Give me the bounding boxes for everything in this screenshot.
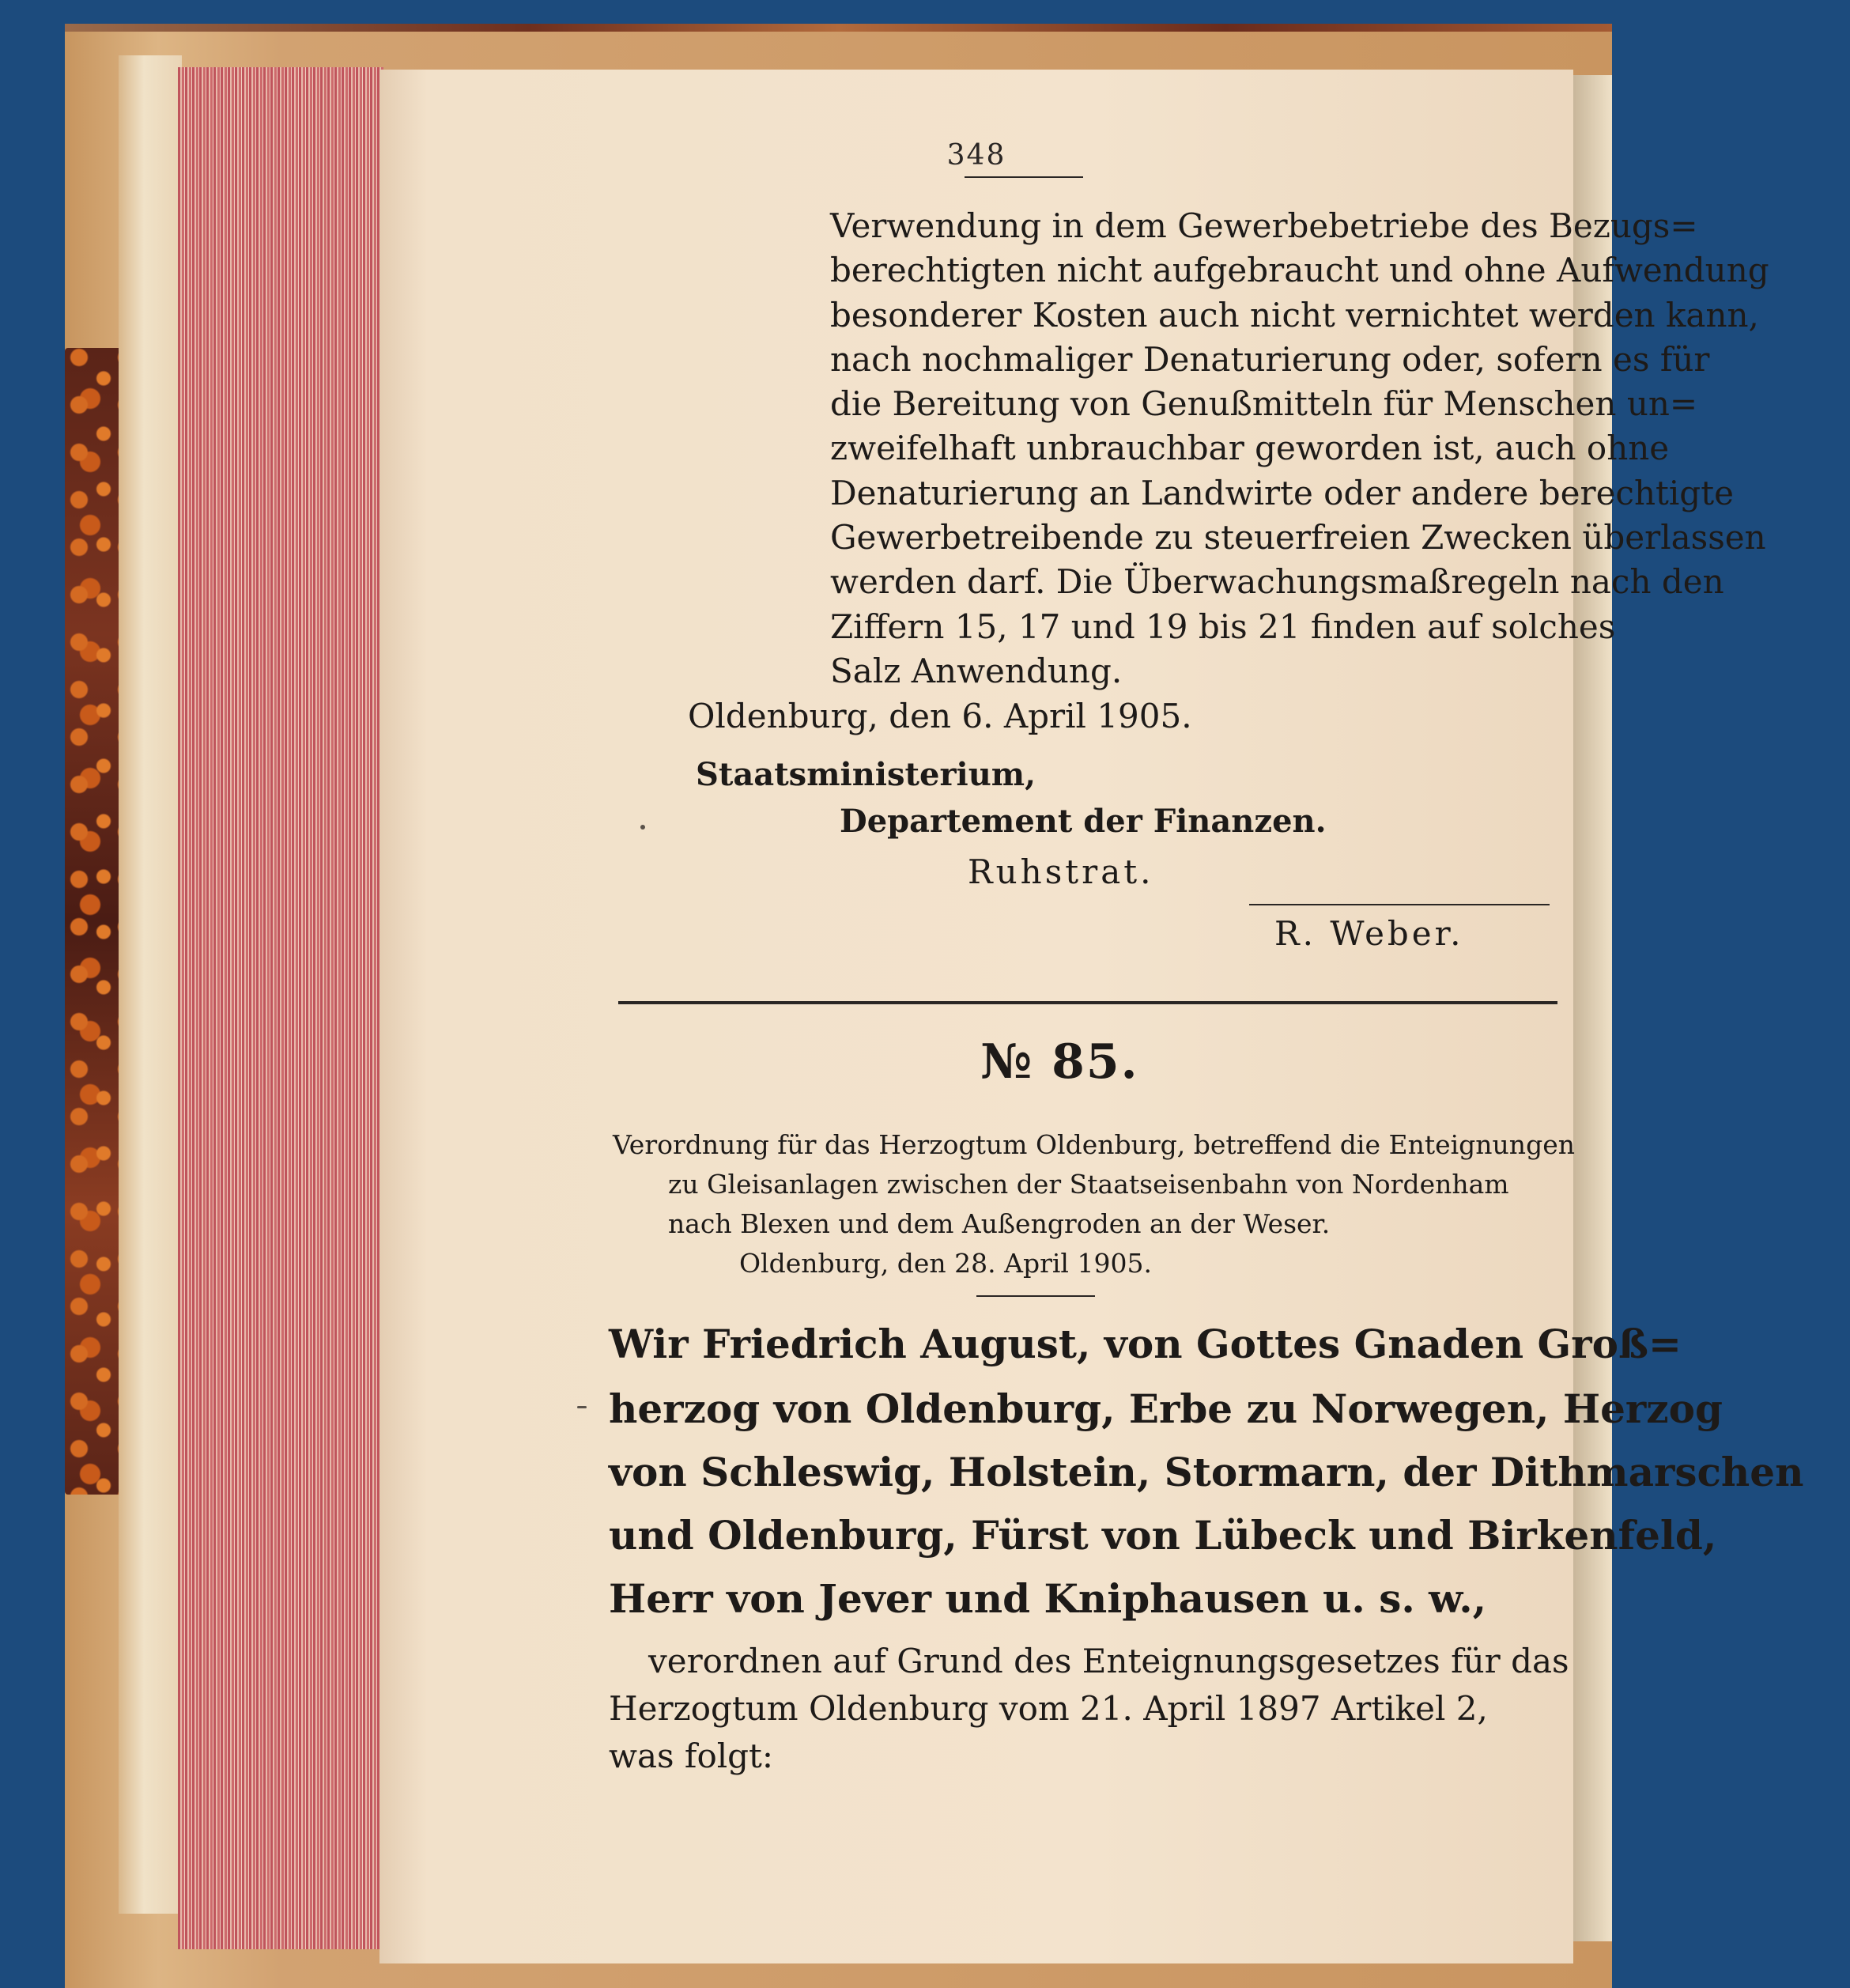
ordinance-title-line: zu Gleisanlagen zwischen der Staatseisenbahn von Nordenham <box>668 1169 1509 1200</box>
section-divider <box>618 1001 1557 1004</box>
continued-paragraph <box>830 204 1850 694</box>
ordinance-date: Oldenburg, den 28. April 1905. <box>739 1248 1152 1279</box>
paragraph-line: werden darf. Die Überwachungsmaßregeln nach den <box>830 562 1724 602</box>
decree-line: was folgt: <box>609 1737 774 1775</box>
paragraph-line: zweifelhaft unbrauchbar geworden ist, auch ohne <box>830 429 1670 468</box>
signature-weber: R. Weber. <box>1274 914 1464 953</box>
paragraph-line: Ziffern 15, 17 und 19 bis 21 finden auf solches <box>830 607 1616 646</box>
page-number: 348 <box>946 139 1006 172</box>
preamble-line: von Schleswig, Holstein, Stormarn, der Dithmarschen <box>609 1449 1804 1495</box>
decree-line: verordnen auf Grund des Enteignungsgesetzes für das <box>648 1642 1569 1680</box>
preamble-line: und Oldenburg, Fürst von Lübeck und Birkenfeld, <box>609 1512 1717 1559</box>
paragraph-line: besonderer Kosten auch nicht vernichtet werden kann, <box>830 295 1759 334</box>
ordinance-number: № 85. <box>980 1034 1139 1090</box>
ordinance-date-rule <box>976 1295 1095 1297</box>
page-block-outer <box>119 55 182 1914</box>
ministry-name: Staatsministerium, <box>696 756 1036 793</box>
paragraph-line: berechtigten nicht aufgebraucht und ohne Aufwendung <box>830 251 1769 290</box>
book-page <box>379 70 1804 1963</box>
paragraph-line: nach nochmaliger Denaturierung oder, sofern es für <box>830 339 1710 379</box>
paragraph-line: Denaturierung an Landwirte oder andere berechtigte <box>830 473 1734 512</box>
signature-rule <box>1249 904 1550 905</box>
signature-ruhstrat: Ruhstrat. <box>968 852 1154 891</box>
print-speck <box>577 1406 587 1408</box>
red-page-edges <box>178 67 383 1949</box>
ordinance-title-line: Verordnung für das Herzogtum Oldenburg, betreffend die Enteignungen <box>613 1129 1575 1160</box>
page-number-rule <box>965 176 1083 178</box>
preamble-line: herzog von Oldenburg, Erbe zu Norwegen, Herzog <box>609 1385 1723 1432</box>
preamble-line: Herr von Jever und Kniphausen u. s. w., <box>609 1575 1487 1622</box>
paragraph-line: Verwendung in dem Gewerbebetriebe des Bezugs= <box>830 206 1698 245</box>
department-name: Departement der Finanzen. <box>840 803 1327 840</box>
paragraph-line: Gewerbetreibende zu steuerfreien Zwecken überlassen <box>830 518 1766 557</box>
decree-line: Herzogtum Oldenburg vom 21. April 1897 Artikel 2, <box>609 1689 1488 1728</box>
ordinance-title-line: nach Blexen und dem Außengroden an der Weser. <box>668 1208 1331 1239</box>
paragraph-line: die Bereitung von Genußmitteln für Menschen un= <box>830 384 1698 424</box>
date-line: Oldenburg, den 6. April 1905. <box>688 697 1192 735</box>
print-speck <box>640 825 645 830</box>
preamble-line: Wir Friedrich August, von Gottes Gnaden Groß= <box>609 1321 1682 1367</box>
paragraph-line: Salz Anwendung. <box>830 651 1123 690</box>
